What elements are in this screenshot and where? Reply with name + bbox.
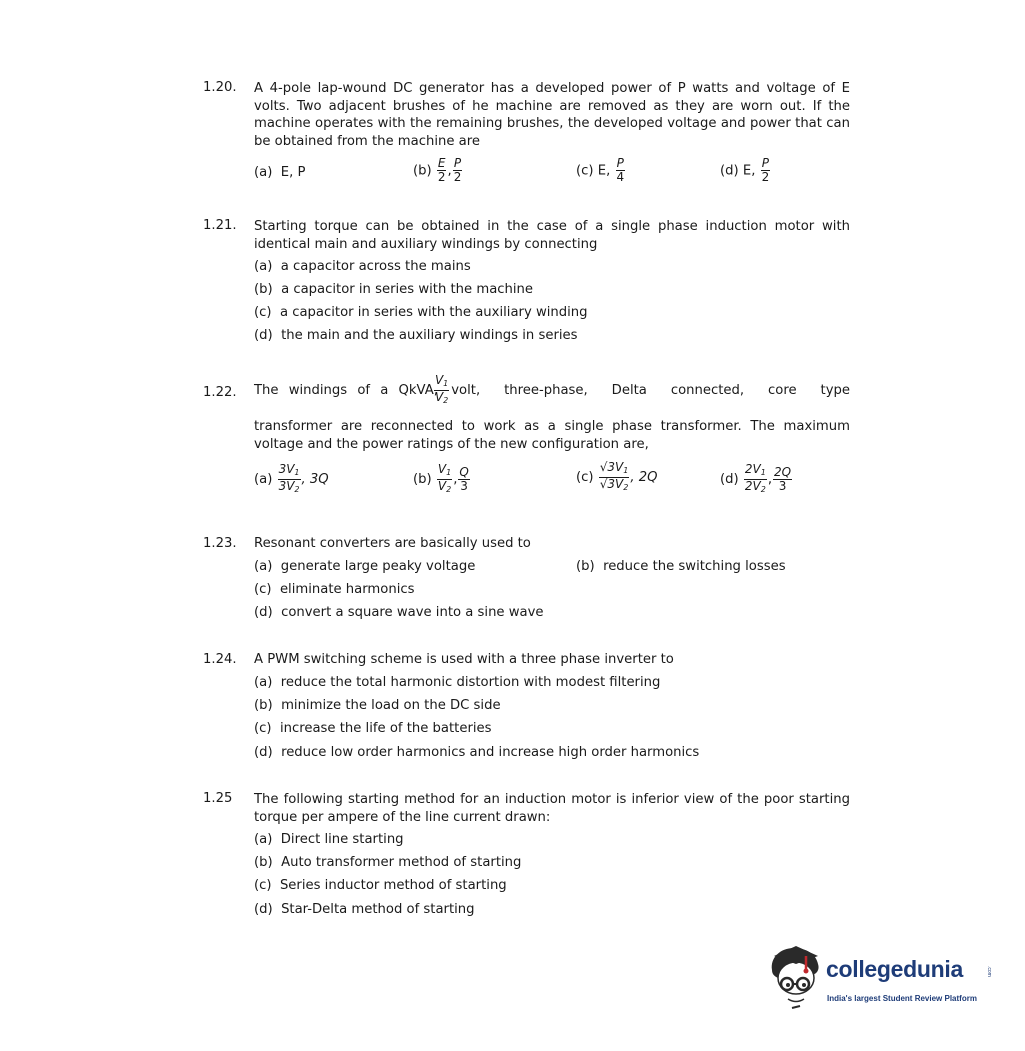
fraction: $\frac{P}{4}$ xyxy=(616,156,625,184)
option-b: (b) $\frac{E}{2}$ , $\frac{P}{2}$ xyxy=(413,156,462,184)
option-b: (b) $\frac{V_1}{V_2}$ , $\frac{Q}{3}$ xyxy=(413,462,469,494)
option-d: (d) convert a square wave into a sine wave xyxy=(254,605,544,620)
option-d: (d) $\frac{2V_1}{2V_2}$ , $\frac{2Q}{3}$ xyxy=(720,462,792,494)
logo-suffix: .com xyxy=(986,966,992,977)
option-d: (d) reduce low order harmonics and increase high order harmonics xyxy=(254,745,700,760)
fraction: $\frac{P}{2}$ xyxy=(761,156,770,184)
option-a: (a) E, P xyxy=(254,165,306,180)
option-a: (a) Direct line starting xyxy=(254,832,404,847)
option-b: (b) a capacitor in series with the machine xyxy=(254,282,534,297)
question-number: 1.23. xyxy=(203,536,237,551)
question-number: 1.24. xyxy=(203,652,237,667)
option-d: (d) the main and the auxiliary windings in series xyxy=(254,328,578,343)
option-c: (c) Series inductor method of starting xyxy=(254,878,507,893)
question-text: The following starting method for an induction motor is inferior view of the poor starting torque per ampere of the line current drawn: xyxy=(254,792,850,825)
voltage-ratio-fraction: $\frac{V_1}{V_2}$ xyxy=(434,373,449,405)
question-number: 1.25 xyxy=(203,791,233,806)
question-number: 1.20. xyxy=(203,80,237,95)
option-a: (a) $\frac{3V_1}{3V_2}$ , 3Q xyxy=(254,462,329,494)
fraction: $\frac{P}{2}$ xyxy=(453,156,462,184)
logo-tagline: India's largest Student Review Platform xyxy=(827,994,977,1003)
option-d: (d) E, $\frac{P}{2}$ xyxy=(720,156,770,184)
option-c: (c) $\frac{√3V_1}{√3V_2}$ , 2Q xyxy=(576,460,658,492)
question-text: Starting torque can be obtained in the case of a single phase induction motor with identical main and auxiliary windings by connecting xyxy=(254,219,850,252)
option-b: (b) reduce the switching losses xyxy=(576,559,786,574)
option-c: (c) a capacitor in series with the auxiliary winding xyxy=(254,305,588,320)
option-c: (c) eliminate harmonics xyxy=(254,582,415,597)
option-b: (b) minimize the load on the DC side xyxy=(254,698,501,713)
mascot-icon xyxy=(766,944,828,1014)
option-a: (a) a capacitor across the mains xyxy=(254,259,471,274)
logo-brand: collegedunia xyxy=(826,956,963,982)
question-number: 1.21. xyxy=(203,218,237,233)
option-a: (a) reduce the total harmonic distortion with modest filtering xyxy=(254,675,661,690)
question-number: 1.22. xyxy=(203,385,237,400)
option-c: (c) E, $\frac{P}{4}$ xyxy=(576,156,625,184)
option-a: (a) generate large peaky voltage xyxy=(254,559,476,574)
option-d: (d) Star-Delta method of starting xyxy=(254,902,475,917)
question-text: Resonant converters are basically used to xyxy=(254,536,531,551)
option-b: (b) Auto transformer method of starting xyxy=(254,855,522,870)
question-text: A 4-pole lap-wound DC generator has a developed power of P watts and voltage of E volts. Two adjacent brushes of he machine are removed as they are worn out. If the machine operates with the remaining brushes, the developed voltage and power that can be obtained from the machine are xyxy=(254,81,850,149)
question-text: transformer are reconnected to work as a single phase transformer. The maximum voltage and the power ratings of the new configuration are, xyxy=(254,419,850,452)
question-text: A PWM switching scheme is used with a three phase inverter to xyxy=(254,652,674,667)
question-text-line: The windings of a QkVA, $\frac{V_1}{V_2}$ volt, three-phase, Delta connected, core type xyxy=(254,373,850,405)
option-c: (c) increase the life of the batteries xyxy=(254,721,492,736)
fraction: $\frac{E}{2}$ xyxy=(437,156,446,184)
